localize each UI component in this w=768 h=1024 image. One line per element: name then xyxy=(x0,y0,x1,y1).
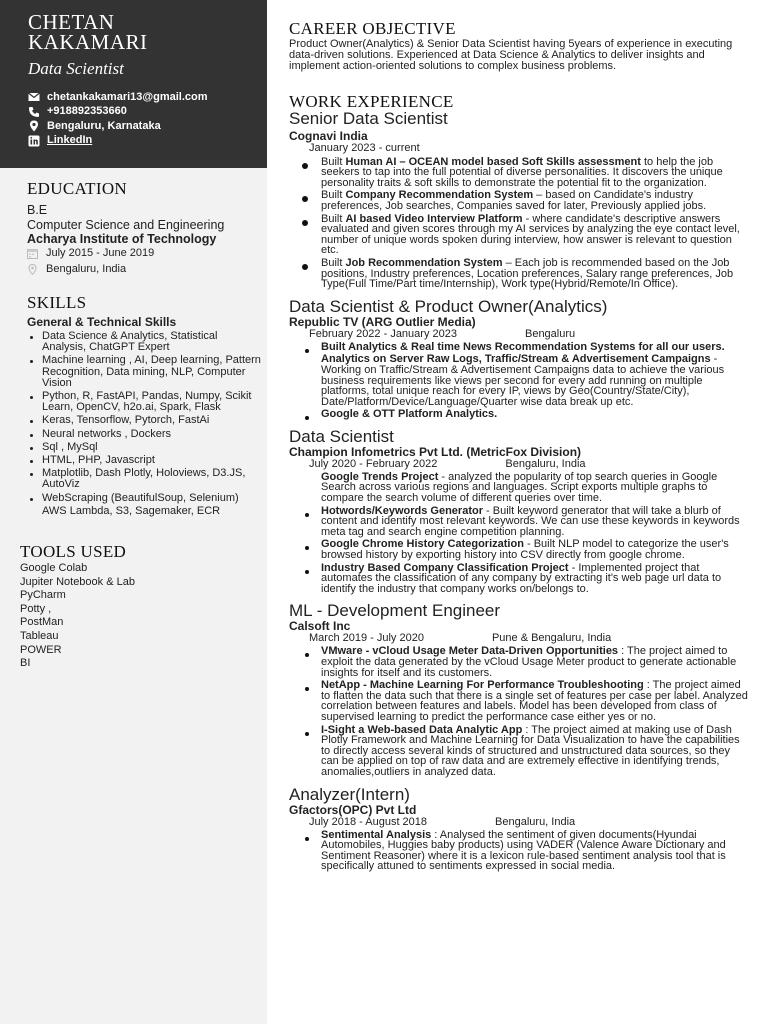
list-item: Hotwords/Keywords Generator - Built keyword generator that will take a blurb of content and identify most relevant keywords. We can use these keywords in keywords meta tag and search engine competition planning. xyxy=(289,506,749,538)
job-dates: February 2022 - January 2023 Bengaluru xyxy=(309,327,576,340)
job-dates: January 2023 - current xyxy=(309,141,420,154)
location-pin-icon xyxy=(27,264,38,275)
objective-heading: CAREER OBJECTIVE xyxy=(289,19,456,38)
list-item: Sentimental Analysis : Analysed the sentiment of given documents(Hyundai Automobiles, Huggies baby products) using VADER (Valence Aware Dictionary and Sentiment Reasoner) where it is a lexicon rule-based sentiment analysis tool that is specifically attuned to sentiments expressed in social media. xyxy=(289,830,749,872)
education-heading: EDUCATION xyxy=(27,179,127,198)
list-item: Sql , MySql xyxy=(27,442,263,453)
company-name: Champion Infometrics Pvt Ltd. (MetricFox Division) xyxy=(289,444,582,459)
job-entry xyxy=(289,786,749,872)
job-title: Senior Data Scientist xyxy=(289,108,448,128)
education-dates: July 2015 - June 2019 xyxy=(27,246,263,261)
email-row[interactable] xyxy=(28,90,208,105)
phone-row[interactable] xyxy=(28,105,208,120)
location-row xyxy=(28,119,208,134)
list-item: NetApp - Machine Learning For Performance Troubleshooting : The project aimed to flatten the data such that there is a single set of features per case per label. Analyzed correlation between features and labels. Model has been developed from class of supervised learning to predict the performance case either yes or no. xyxy=(289,680,749,722)
sidebar xyxy=(0,0,267,1024)
phone-text: +918892353660 xyxy=(47,105,127,118)
job-bullets xyxy=(289,830,749,872)
list-item: HTML, PHP, Javascript xyxy=(27,455,263,466)
job-bullets xyxy=(289,646,749,777)
list-item: Potty , xyxy=(20,602,52,615)
list-item: Google & OTT Platform Analytics. xyxy=(289,409,749,420)
education-section xyxy=(27,180,263,277)
job-entry xyxy=(289,602,749,777)
list-item: PostMan xyxy=(20,616,64,629)
list-item: Python, R, FastAPI, Pandas, Numpy, Scikit Learn, OpenCV, h2o.ai, Spark, Flask xyxy=(27,391,263,413)
phone-icon xyxy=(28,106,40,118)
company-name: Calsoft Inc xyxy=(289,619,351,634)
linkedin-icon xyxy=(28,135,40,147)
list-item: I-Sight a Web-based Data Analytic App : The project aimed at making use of Dash Plotly Framework and Machine Learning for Data Visualization to have the capabilities to directly access several kinds of structured and unstructured data sources, so they can be applied on top of raw data and are extremely effective in identifying trends, anomalies,outliers in analyzed data. xyxy=(289,725,749,778)
job-dates: July 2018 - August 2018 Bengaluru, India xyxy=(309,815,576,828)
location-text: Bengaluru, Karnataka xyxy=(47,119,161,132)
skills-section xyxy=(27,294,263,519)
job-title: Analyzer(Intern) xyxy=(289,784,410,804)
job-entry xyxy=(289,428,749,595)
degree: B.E xyxy=(27,203,48,217)
list-item: Tableau xyxy=(20,629,59,642)
linkedin-row[interactable] xyxy=(28,134,208,149)
list-item: Data Science & Analytics, Statistical Analysis, ChatGPT Expert xyxy=(27,331,263,353)
company-name: Republic TV (ARG Outlier Media) xyxy=(289,314,476,329)
list-item: Google Colab xyxy=(20,562,88,574)
tools-heading: TOOLS USED xyxy=(20,542,127,561)
list-item: POWER xyxy=(20,643,62,656)
skills-subheading: General & Technical Skills xyxy=(27,315,177,329)
experience-heading: WORK EXPERIENCE xyxy=(289,91,454,111)
education-location: Bengaluru, India xyxy=(27,262,263,277)
skills-heading: SKILLS xyxy=(27,293,87,312)
list-item: Industry Based Company Classification Project - Implemented project that automates the classification of any company by extracting it's web page url data to identify the industry that company works on/belongs to. xyxy=(289,563,749,595)
list-item: Neural networks , Dockers xyxy=(27,429,263,440)
main-content xyxy=(289,20,749,874)
candidate-role: Data Scientist xyxy=(28,59,124,78)
job-title: Data Scientist & Product Owner(Analytics) xyxy=(289,296,608,316)
job-title: Data Scientist xyxy=(289,426,394,446)
list-item: AWS Lambda, S3, Sagemaker, ECR xyxy=(42,504,221,517)
institution: Acharya Institute of Technology xyxy=(27,232,217,246)
profile-header xyxy=(0,0,267,168)
job-dates: March 2019 - July 2020 Pune & Bengaluru, India xyxy=(309,632,612,645)
company-name: Gfactors(OPC) Pvt Ltd xyxy=(289,802,417,817)
list-item: PyCharm xyxy=(20,589,66,602)
job-bullets xyxy=(289,342,749,420)
job-dates: July 2020 - February 2022 Bengaluru, India xyxy=(309,457,586,470)
list-item: WebScraping (BeautifulSoup, Selenium) xyxy=(27,493,263,504)
job-entry xyxy=(289,110,749,290)
envelope-icon xyxy=(28,91,40,103)
job-title: ML - Development Engineer xyxy=(289,601,501,621)
list-item: Google Chrome History Categorization - Built NLP model to categorize the user's browsed history by exporting history into CSV directly from google chrome. xyxy=(289,539,749,560)
job-bullets xyxy=(289,157,749,290)
list-item: Built AI based Video Interview Platform - where candidate's descriptive answers evaluated and given scores through my AI services by analyzing the eye contact level, number of unique words spoken during interview, how answer is relevant to question etc. xyxy=(289,214,749,256)
list-item: Keras, Tensorflow, Pytorch, FastAi xyxy=(27,415,263,426)
contact-info xyxy=(28,90,208,148)
list-item: Machine learning , AI, Deep learning, Pattern Recognition, Data mining, NLP, Computer Vision xyxy=(27,355,263,389)
list-item: Jupiter Notebook & Lab xyxy=(20,575,135,588)
field-of-study: Computer Science and Engineering xyxy=(27,218,225,232)
linkedin-link[interactable]: LinkedIn xyxy=(47,134,93,147)
objective-text: Product Owner(Analytics) & Senior Data Scientist having 5years of experience in executing data-driven solutions. Experienced at Data Science & Analytics to deliver insights and implement action-oriented solutions to complex business problems. xyxy=(289,38,733,73)
candidate-name: CHETAN KAKAMARI xyxy=(28,10,148,54)
location-pin-icon xyxy=(28,120,40,132)
tools-list xyxy=(20,562,256,671)
list-item: Built Job Recommendation System – Each job is recommended based on the Job positions, Industry preferences, Location preferences, Salary range preferences, Job Type(Full Time/Part time/Internship), Work type(Hybrid/Remote/In Office). xyxy=(289,258,749,290)
list-item: Google Trends Project - analyzed the popularity of top search queries in Google Search across various regions and languages. Script exports multiple graphs to compare the search volume of different queries over time. xyxy=(321,470,718,505)
list-item: VMware - vCloud Usage Meter Data-Driven Opportunities : The project aimed to exploit the data generated by the vCloud Usage Meter product to generate actionable insights for itself and its customers. xyxy=(289,646,749,678)
list-item: Matplotlib, Dash Plotly, Holoviews, D3.JS, AutoViz xyxy=(27,468,263,490)
list-item: Built Company Recommendation System – based on Candidate's industry preferences, Job searches, Companies saved for later, Previously applied jobs. xyxy=(289,190,749,211)
list-item: Analytics on Server Raw Logs, Traffic/Stream & Advertisement Campaigns - Working on Traffic/Stream & Advertisement Campaigns data to achieve the various business requirements like views per second for every add running on multiple platforms, total unique reach for every IP, views by Geo(Country/State/City), Date/Platform/Device/Language/Quarter wise data break up etc. xyxy=(321,353,725,408)
email-text: chetankakamari13@gmail.com xyxy=(47,90,208,103)
company-name: Cognavi India xyxy=(289,128,368,143)
job-bullets xyxy=(289,472,749,595)
skills-list xyxy=(27,331,263,517)
list-item: Built Human AI – OCEAN model based Soft Skills assessment to help the job seekers to tap into the full potential of diverse personalities. It discovers the unique personality traits & soft skills to demonstrate the potential fit to the organization. xyxy=(289,157,749,189)
tools-section xyxy=(20,543,256,671)
list-item: BI xyxy=(20,657,31,670)
calendar-icon xyxy=(27,248,38,259)
list-item: Built Analytics & Real time News Recommendation Systems for all our users. xyxy=(289,342,749,353)
job-entry xyxy=(289,298,749,420)
